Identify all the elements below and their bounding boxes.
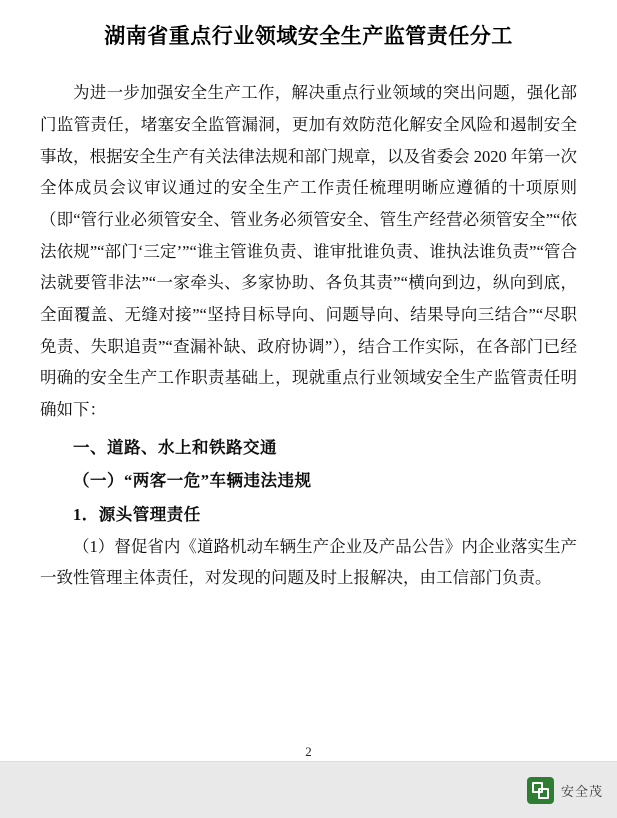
- section-heading-level1: 一、道路、水上和铁路交通: [73, 437, 277, 457]
- footer-bar: [0, 761, 617, 818]
- paragraph-intro: 为进一步加强安全生产工作，解决重点行业领域的突出问题，强化部门监管责任，堵塞安全监管漏洞，更加有效防范化解安全风险和遏制安全事故，根据安全生产有关法律法规和部门规章，以及省委会 2020 年第一次全体成员会议审议通过的安全生产工作责任梳理明晰应遵循的十项原则（即“管行业必须管安全、管业务必须管安全、管生产经营必须管安全”“依法依规”“部门‘三定’”“谁主管谁负责、谁审批谁负责、谁执法谁负责”“管合法就要管非法”“一家牵头、多家协助、各负其责”“横向到边，纵向到底，全面覆盖、无缝对接”“坚持目标导向、问题导向、结果导向三结合”“尽职免责、失职追责”“查漏补缺、政府协调”），结合工作实际，在各部门已经明确的安全生产工作职责基础上，现就重点行业领域安全生产监管责任明确如下：: [40, 83, 577, 420]
- paragraph-item-1: （1）督促省内《道路机动车辆生产企业及产品公告》内企业落实生产一致性管理主体责任，对发现的问题及时上报解决，由工信部门负责。: [40, 536, 577, 588]
- document-page: [0, 22, 617, 818]
- page-title: 湖南省重点行业领域安全生产监管责任分工: [104, 24, 513, 48]
- page-number: 2: [305, 744, 312, 759]
- document-body: [40, 77, 577, 594]
- section-heading-level2: （一）“两客一危”车辆违法违规: [73, 471, 312, 491]
- account-badge[interactable]: [527, 777, 603, 804]
- account-name: 安全茂: [560, 784, 603, 799]
- qr-code-icon: [527, 777, 554, 804]
- section-heading-level3: 1．源头管理责任: [73, 505, 201, 525]
